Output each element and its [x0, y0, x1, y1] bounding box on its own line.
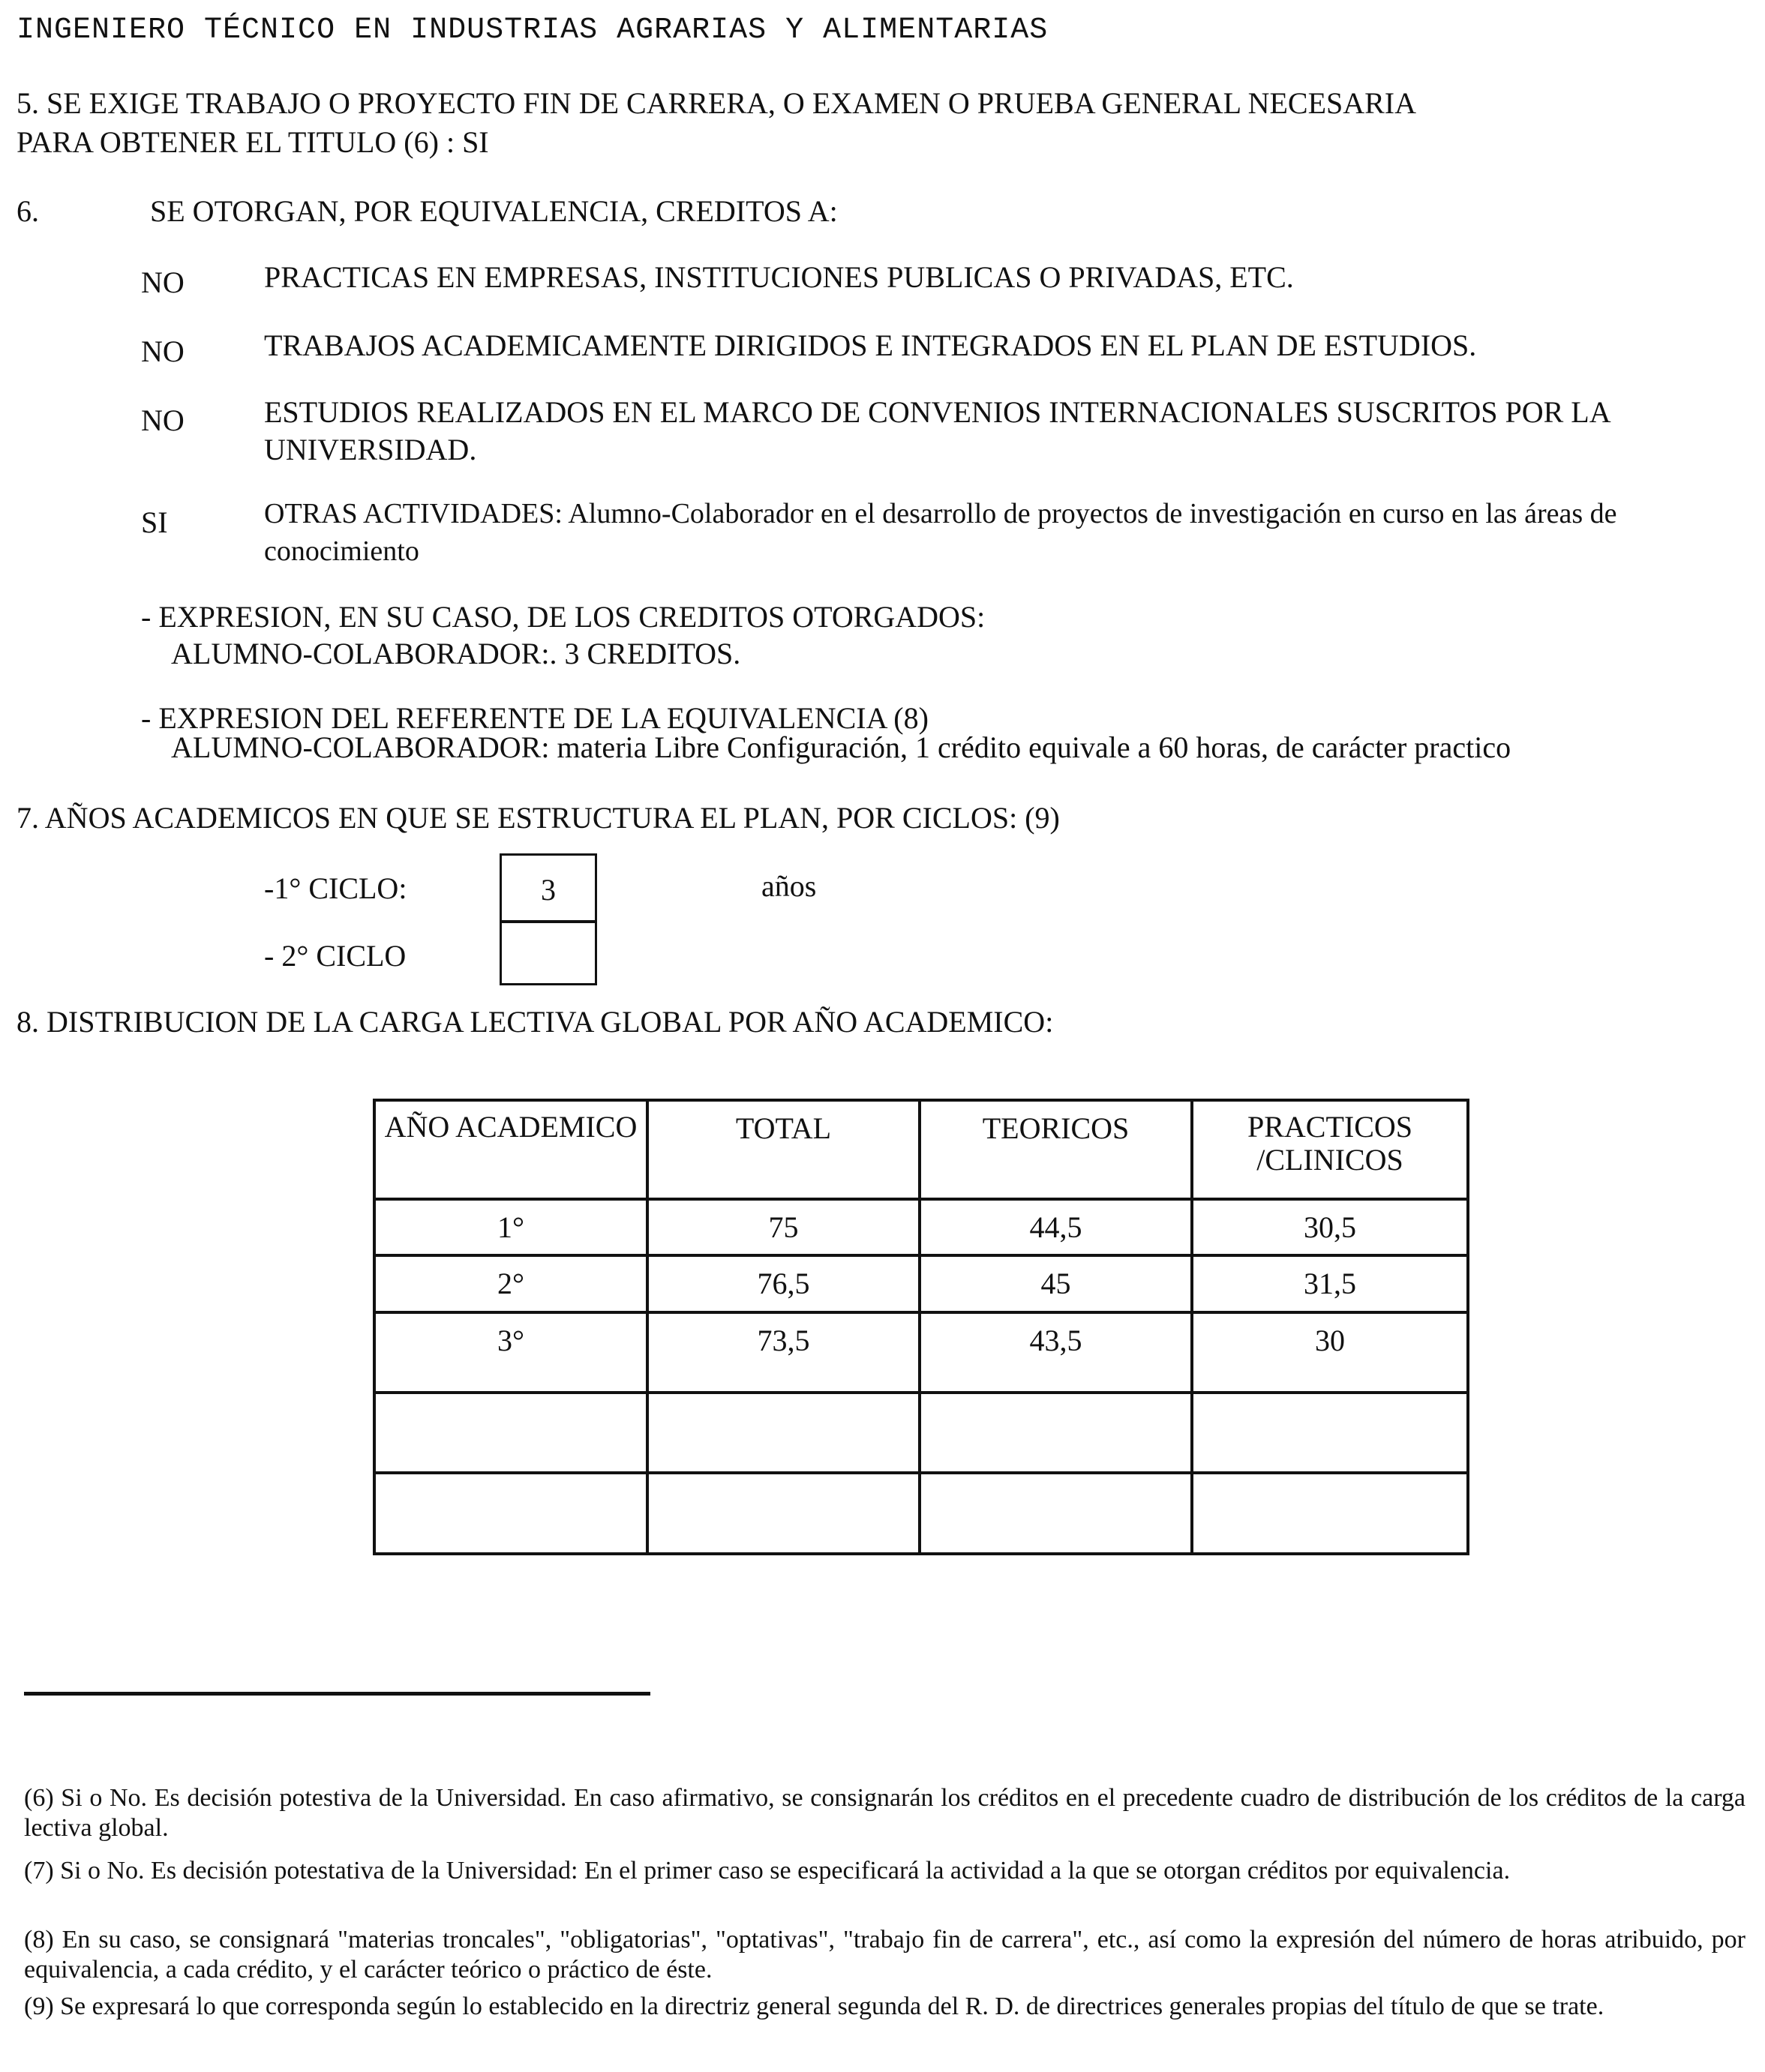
- column-header-theoretical: TEORICOS: [920, 1100, 1192, 1199]
- footnote-9: (9) Se expresará lo que corresponda según lo establecido en la directriz general segunda del R. D. de directrices generales propias del título de que se trate.: [24, 1993, 1604, 2020]
- table-row: [374, 1199, 1468, 1255]
- footnote-6: (6) Si o No. Es decisión potestiva de la Universidad. En caso afirmativo, se consignarán los créditos en el precedente cuadro de distribución de los créditos de la carga lectiva global.: [24, 1784, 1745, 1842]
- footnote-8: (8) En su caso, se consignará "materias troncales", "obligatorias", "optativas", "trabajo fin de carrera", etc., así como la expresión del número de horas atribuido, por equivalencia, a cada crédito, y el carácter teórico o práctico de éste.: [24, 1926, 1745, 1984]
- table-row: [374, 1312, 1468, 1393]
- cycle-1-years-box: 3: [500, 853, 597, 922]
- cycle-2-label: - 2° CICLO: [264, 939, 407, 973]
- load-distribution-table: [373, 1099, 1469, 1555]
- section-5-line-1: 5. SE EXIGE TRABAJO O PROYECTO FIN DE CARRERA, O EXAMEN O PRUEBA GENERAL NECESARIA: [17, 86, 1417, 120]
- credits-expression-value: ALUMNO-COLABORADOR:. 3 CREDITOS.: [171, 637, 741, 670]
- cycle-1-label: -1° CICLO:: [264, 871, 407, 905]
- column-header-total: TOTAL: [647, 1100, 920, 1199]
- table-cell: 76,5: [647, 1255, 920, 1312]
- document-header: INGENIERO TÉCNICO EN INDUSTRIAS AGRARIAS Y ALIMENTARIAS: [17, 13, 1049, 47]
- table-cell: [647, 1473, 920, 1554]
- table-cell: 75: [647, 1199, 920, 1255]
- section-7-heading: 7. AÑOS ACADEMICOS EN QUE SE ESTRUCTURA EL PLAN, POR CICLOS: (9): [17, 801, 1060, 835]
- table-cell: 3°: [374, 1312, 647, 1393]
- table-cell: [647, 1393, 920, 1473]
- item-4-status: SI: [141, 505, 168, 539]
- table-cell: [920, 1473, 1192, 1554]
- item-4-text: OTRAS ACTIVIDADES: Alumno-Colaborador en el desarrollo de proyectos de investigación en curso en las áreas de conocimiento: [264, 498, 1617, 567]
- table-cell: 73,5: [647, 1312, 920, 1393]
- referent-expression-label: - EXPRESION DEL REFERENTE DE LA EQUIVALENCIA (8): [141, 701, 929, 735]
- table-cell: [374, 1393, 647, 1473]
- table-row: [374, 1473, 1468, 1554]
- table-cell: [1192, 1473, 1468, 1554]
- table-cell: 2°: [374, 1255, 647, 1312]
- item-3-text: ESTUDIOS REALIZADOS EN EL MARCO DE CONVENIOS INTERNACIONALES SUSCRITOS POR LA UNIVERSIDAD.: [264, 395, 1610, 466]
- table-header-row: [374, 1100, 1468, 1199]
- table-cell: 30: [1192, 1312, 1468, 1393]
- table-row: [374, 1255, 1468, 1312]
- section-5-line-2: PARA OBTENER EL TITULO (6) : SI: [17, 125, 489, 159]
- table-cell: 1°: [374, 1199, 647, 1255]
- table-cell: 43,5: [920, 1312, 1192, 1393]
- section-6-number: 6.: [17, 194, 39, 228]
- item-3-status: NO: [141, 403, 185, 437]
- table-cell: [1192, 1393, 1468, 1473]
- table-cell: 45: [920, 1255, 1192, 1312]
- cycle-2-years-box: [500, 921, 597, 985]
- item-1-status: NO: [141, 265, 185, 299]
- table-cell: 30,5: [1192, 1199, 1468, 1255]
- table-row: [374, 1393, 1468, 1473]
- credits-expression-label: - EXPRESION, EN SU CASO, DE LOS CREDITOS OTORGADOS:: [141, 600, 986, 634]
- table-cell: 31,5: [1192, 1255, 1468, 1312]
- column-header-practical: PRACTICOS /CLINICOS: [1192, 1100, 1468, 1199]
- referent-expression-value: ALUMNO-COLABORADOR: materia Libre Configuración, 1 crédito equivale a 60 horas, de carácter practico: [171, 730, 1511, 764]
- column-header-year: AÑO ACADEMICO: [374, 1100, 647, 1199]
- years-label: años: [761, 869, 817, 903]
- table-cell: 44,5: [920, 1199, 1192, 1255]
- section-6-heading: SE OTORGAN, POR EQUIVALENCIA, CREDITOS A:: [150, 194, 838, 228]
- table-cell: [374, 1473, 647, 1554]
- item-2-status: NO: [141, 334, 185, 368]
- item-2-text: TRABAJOS ACADEMICAMENTE DIRIGIDOS E INTEGRADOS EN EL PLAN DE ESTUDIOS.: [264, 328, 1477, 362]
- section-8-heading: 8. DISTRIBUCION DE LA CARGA LECTIVA GLOBAL POR AÑO ACADEMICO:: [17, 1005, 1054, 1039]
- item-1-text: PRACTICAS EN EMPRESAS, INSTITUCIONES PUBLICAS O PRIVADAS, ETC.: [264, 260, 1294, 294]
- footnote-separator: [24, 1692, 650, 1696]
- footnote-7: (7) Si o No. Es decisión potestativa de la Universidad: En el primer caso se especificará la actividad a la que se otorgan créditos por equivalencia.: [24, 1857, 1511, 1885]
- table-cell: [920, 1393, 1192, 1473]
